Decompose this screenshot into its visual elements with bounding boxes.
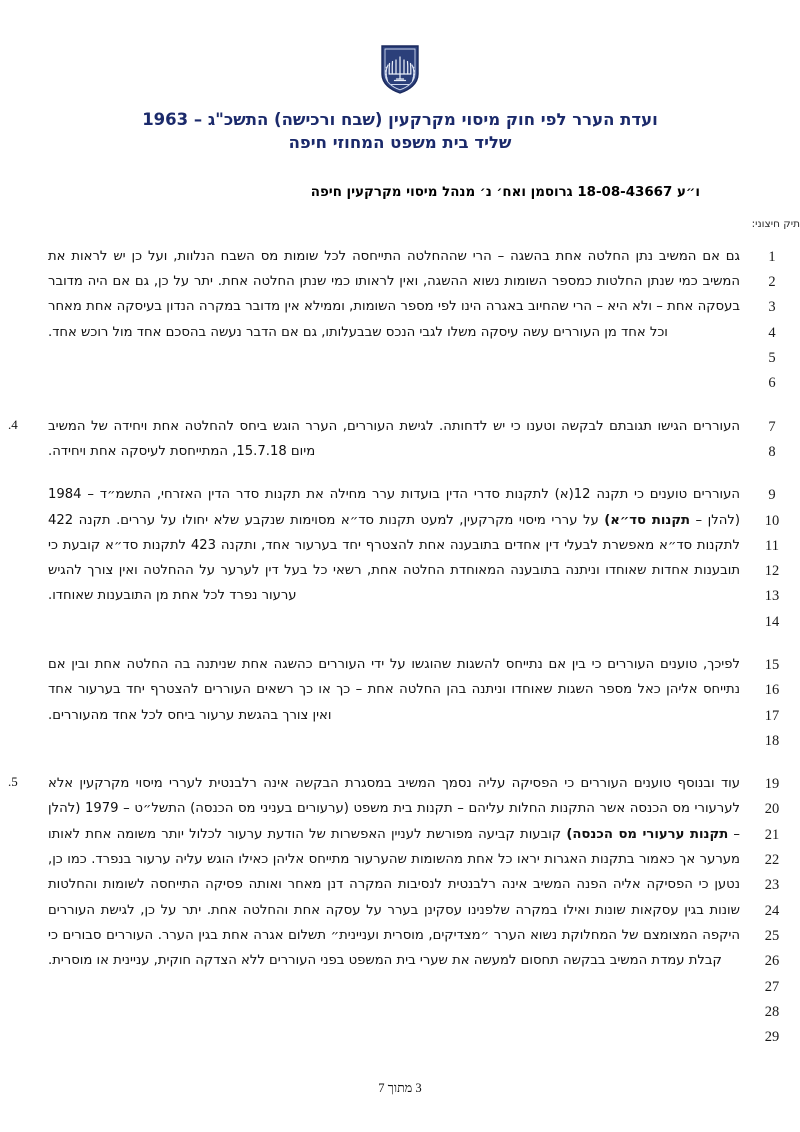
paragraph-item-number: .4 — [8, 416, 18, 432]
line-number-gutter — [744, 482, 800, 635]
line-number: 19 — [764, 776, 780, 793]
paragraph-block — [0, 414, 800, 466]
paragraph-emphasis: תקנות סד״א) — [604, 512, 691, 528]
paragraph-run: קובעות קביעה מפורשת לעניין האפשרות של הודעת ערעור לכלול יותר משומה אחת לאותו מערער אך כאמור בתקנות האגרות יראו כל אחת מהשומות שהערעור מתייחס אליהן כאילו הוגש עליה ערעור בנפרד. כמו כן, נטען כי הפסיקה אליה הפנה המשיב אינה רלבנטית לנסיבות המקרה דנן מאחר ואותה פסיקה התייחסה לשומות והחלטות שונות בגין עסקאות שונות ואילו במקרה שלפנינו עסקינן בערר על עסקה אחת והחלטה אחת. יתר על כן, לגישת העוררים היקפה המצומצם של המחלוקת נשוא הערר ״מצדיקים, מוסרית ועניינית״ תשלום אגרה אחת בגין הערר. העוררים סבורים כי קבלת עמדת המשיב בבקשה תחסום למעשה את שערי בית המשפט בפני העוררים ללא הצדקה חוקית, עניינית או מוסרית. — [48, 826, 740, 969]
line-number: 18 — [764, 732, 780, 749]
line-number: 5 — [768, 350, 776, 367]
paragraph-block — [0, 652, 800, 754]
paragraph-block — [0, 244, 800, 397]
document-body — [0, 244, 800, 1051]
line-number: 10 — [764, 512, 780, 529]
line-number: 29 — [764, 1029, 780, 1046]
line-number-gutter — [744, 652, 800, 754]
paragraph-text — [42, 414, 744, 465]
paragraph-run: גם אם המשיב נתן החלטה אחת בהשגה – הרי שההחלטה התייחסה לכל שומות מס השבח הנלוות, ועל כן יש לראות את המשיב כמי שנתן החלטות כמספר השומות נשוא ההשגה, ואין לראותו כמי שנתן החלטה אחת. יתר על כן, גם אם היה מדובר בעסקה אחת – ולא היא – הרי שהחיוב באגרה הינו לפי מספר השומות, וממילא אין מדובר במקרה הנדון בעיסקה אחת מאחר וכל אחד מן העוררים עשה עיסקה משלו לגבי הנכס שבבעלותו, גם אם הדבר נעשה בהסכם אחד מול רוכש אחד. — [48, 248, 740, 340]
paragraph-run: עוד ובנוסף טוענים העוררים כי הפסיקה עליה נסמך המשיב במסגרת הבקשה אינה רלבנטית לעררי מיסוי מקרקעין אלא לערעורי מס הכנסה אשר התקנות החלות עליהם – תקנות בית משפט (ערעורים בעניני מס הכנסה) התשל״ט – 1979 (להלן – — [48, 776, 740, 842]
line-number: 17 — [764, 707, 780, 724]
paragraph-run: העוררים הגישו תגובתם לבקשה וטענו כי יש לדחותה. לגישת העוררים, הערר הוגש ביחס להחלטה אחת ויחידה של המשיב מיום 15.7.18, המתייחסת לעיסקה אחת ויחידה. — [48, 418, 740, 459]
line-number: 26 — [764, 953, 780, 970]
line-number: 7 — [768, 418, 776, 435]
document-title-line2: שליד בית משפט המחוזי חיפה — [288, 133, 512, 153]
paragraph-item-number: .5 — [8, 774, 18, 790]
line-number: 11 — [765, 537, 779, 554]
paragraph-block — [0, 482, 800, 635]
line-number: 3 — [768, 299, 776, 316]
case-reference-line: ו״ע 18-08-43667 גרוסמן ואח׳ נ׳ מנהל מיסוי מקרקעין חיפה — [310, 184, 700, 200]
document-title — [80, 108, 720, 155]
paragraph-block — [0, 771, 800, 1050]
paragraph-text — [42, 244, 744, 345]
line-number: 2 — [768, 274, 776, 291]
line-number: 22 — [764, 852, 780, 869]
line-number: 8 — [768, 443, 776, 460]
line-number: 4 — [768, 324, 776, 341]
paragraph-text — [42, 771, 744, 973]
line-number: 12 — [764, 563, 780, 580]
line-number: 24 — [764, 902, 780, 919]
line-number: 20 — [764, 801, 780, 818]
line-number: 9 — [768, 487, 776, 504]
document-title-line1: ועדת הערר לפי חוק מיסוי מקרקעין (שבח ורכישה) התשכ"ג – 1963 — [142, 110, 658, 129]
line-number: 15 — [764, 657, 780, 673]
paragraph-run: לפיכך, טוענים העוררים כי בין אם נתייחס להשגות שהוגשו על ידי העוררים כהשגה אחת שניתנה בה החלטה אחת ובין אם נתייחס אליהן כאל מספר השגות שאוחדו וניתנה בהן החלטה אחת – כך או כך רשאים העוררים להצטרף יחד בערעור אחד ואין צורך בהגשת ערעור ביחס לכל אחד מהעוררים. — [48, 657, 740, 723]
line-number-gutter — [744, 244, 800, 397]
paragraph-run: על עררי מיסוי מקרקעין, למעט תקנות סד״א מסוימות שנקבע שלא יחולו על עררים. תקנה 422 לתקנות סד״א מאפשרת לבעלי דין אחדים בתובענה אחת להצטרף יחד בערעור אחד, ותקנה 423 לתקנות סד״א קובעת כי תובענות אחדות שאוחדו וניתנה בתובענה המאוחדת החלטה אחת, רשאי כל בעל דין לערער על ההחלטה ואין צורך להגיש ערעור נפרד לכל אחת מן התובענות שאוחדו. — [48, 512, 740, 604]
paragraph-emphasis: תקנות ערעורי מס הכנסה) — [566, 826, 729, 842]
line-number: 23 — [764, 877, 780, 894]
line-number: 14 — [764, 613, 780, 630]
paragraph-run: העוררים טוענים כי תקנה 12(א) לתקנות סדרי הדין בועדות ערר מחילה את תקנות סדר הדין האזרחי, התשמ״ד – 1984 (להלן – — [48, 487, 740, 528]
paragraph-text — [42, 652, 744, 728]
paragraph-text — [42, 482, 744, 608]
line-number: 13 — [764, 588, 780, 605]
line-number: 16 — [764, 682, 780, 699]
line-number: 21 — [764, 826, 780, 843]
page-footer: 3 מתוך 7 — [378, 1081, 422, 1095]
israel-state-emblem-menorah-icon — [379, 44, 421, 94]
line-number-gutter — [744, 414, 800, 466]
line-number: 27 — [764, 978, 780, 995]
line-number-gutter — [744, 771, 800, 1050]
external-file-label: תיק חיצוני: — [751, 217, 800, 230]
emblem-container — [0, 0, 800, 94]
line-number: 25 — [764, 927, 780, 944]
line-number: 6 — [768, 375, 776, 392]
line-number: 28 — [764, 1003, 780, 1020]
line-number: 1 — [768, 248, 776, 265]
